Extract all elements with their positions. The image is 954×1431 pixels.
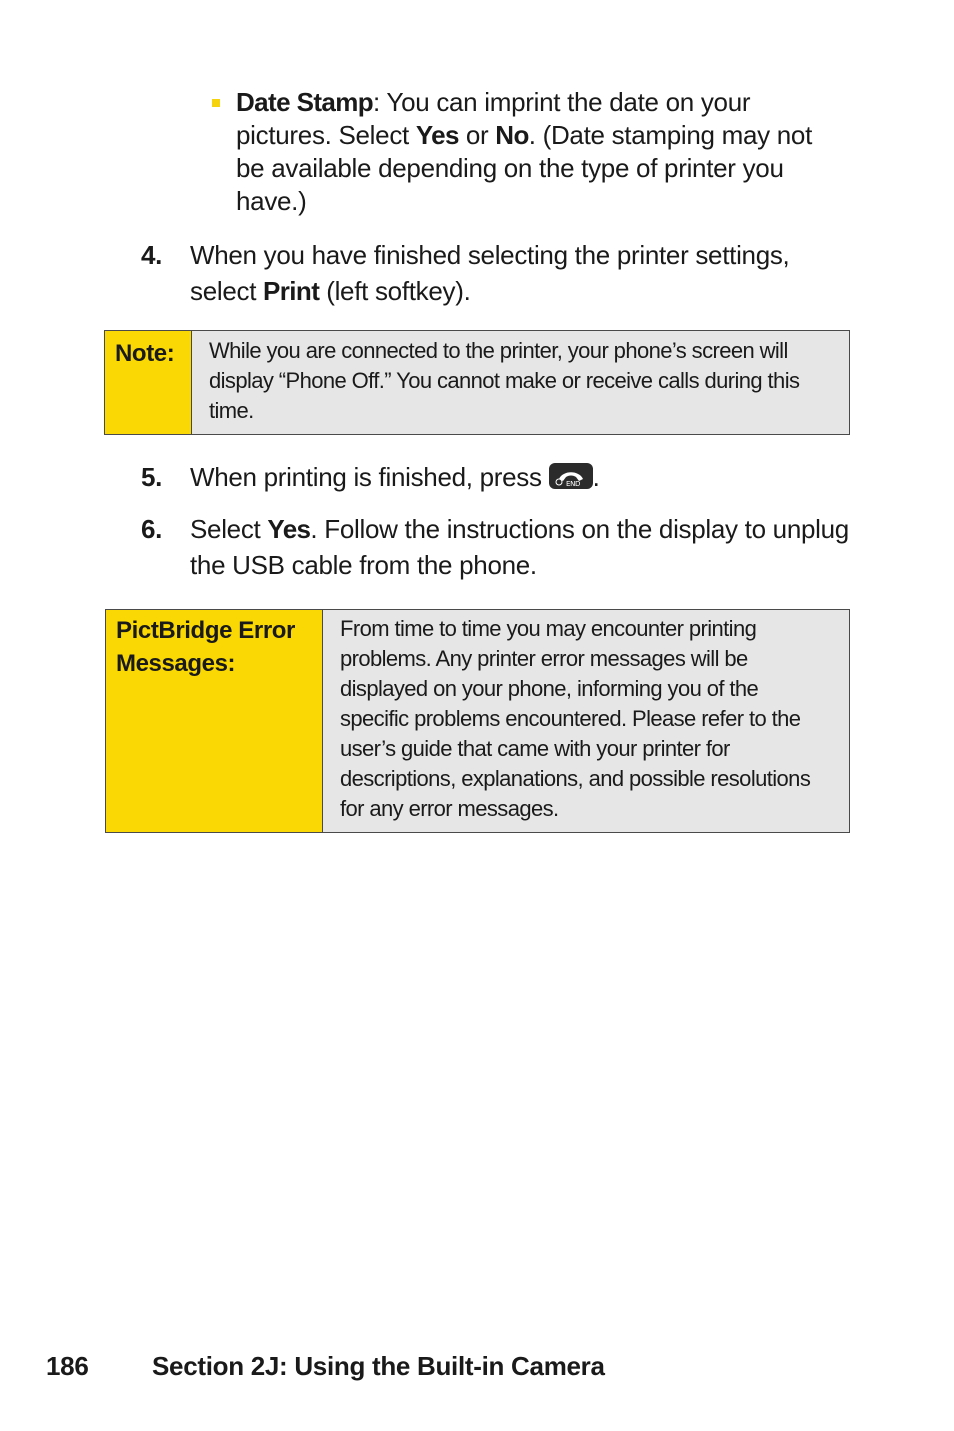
note-label: Note:: [105, 331, 192, 434]
bullet-text-1: : You can imprint the date on your pictures. Select: [236, 87, 751, 150]
step-5-text-1: When printing is finished, press: [190, 462, 549, 492]
no-option: No: [495, 120, 529, 150]
bullet-square: [212, 99, 220, 107]
bullet-text-2: or: [458, 120, 496, 150]
step-6-text: [190, 511, 850, 583]
note-box: [104, 330, 850, 435]
page-number: 186: [46, 1351, 89, 1381]
step-4-number: 4.: [141, 240, 163, 270]
date-stamp-term: Date Stamp: [236, 87, 374, 117]
step-5-text-2: .: [592, 462, 600, 492]
svg-text:END: END: [565, 480, 580, 489]
step-4-text-1: When you have finished selecting the printer settings, select: [190, 240, 790, 306]
yes-option: Yes: [415, 120, 459, 150]
print-softkey-label: Print: [263, 276, 320, 306]
step-4-text-2: (left softkey).: [319, 276, 471, 306]
step-5-number: 5.: [141, 462, 163, 492]
yes-option-step-6: Yes: [267, 514, 311, 544]
date-stamp-bullet: [236, 86, 836, 218]
section-title: Section 2J: Using the Built-in Camera: [152, 1351, 605, 1381]
end-key-icon: [549, 463, 593, 489]
bullet-text-3: . (Date stamping may not be available depending on the type of printer you have.): [236, 120, 813, 216]
pictbridge-label: PictBridge Error Messages:: [106, 610, 323, 832]
pictbridge-text: From time to time you may encounter printing problems. Any printer error messages will be displayed on your phone, informing you of the specific problems encountered. Please refer to the user’s guide that came with your printer for descriptions, explanations, and possible resolutions for any error messages.: [323, 610, 849, 832]
step-5-text: [190, 459, 850, 495]
step-4-text: [190, 237, 850, 309]
step-6-text-2: . Follow the instructions on the display to unplug the USB cable from the phone.: [190, 514, 849, 580]
step-6-number: 6.: [141, 514, 163, 544]
step-6-text-1: Select: [190, 514, 268, 544]
pictbridge-box: [105, 609, 850, 833]
note-text: While you are connected to the printer, your phone’s screen will display “Phone Off.” You cannot make or receive calls during this time.: [192, 331, 849, 434]
